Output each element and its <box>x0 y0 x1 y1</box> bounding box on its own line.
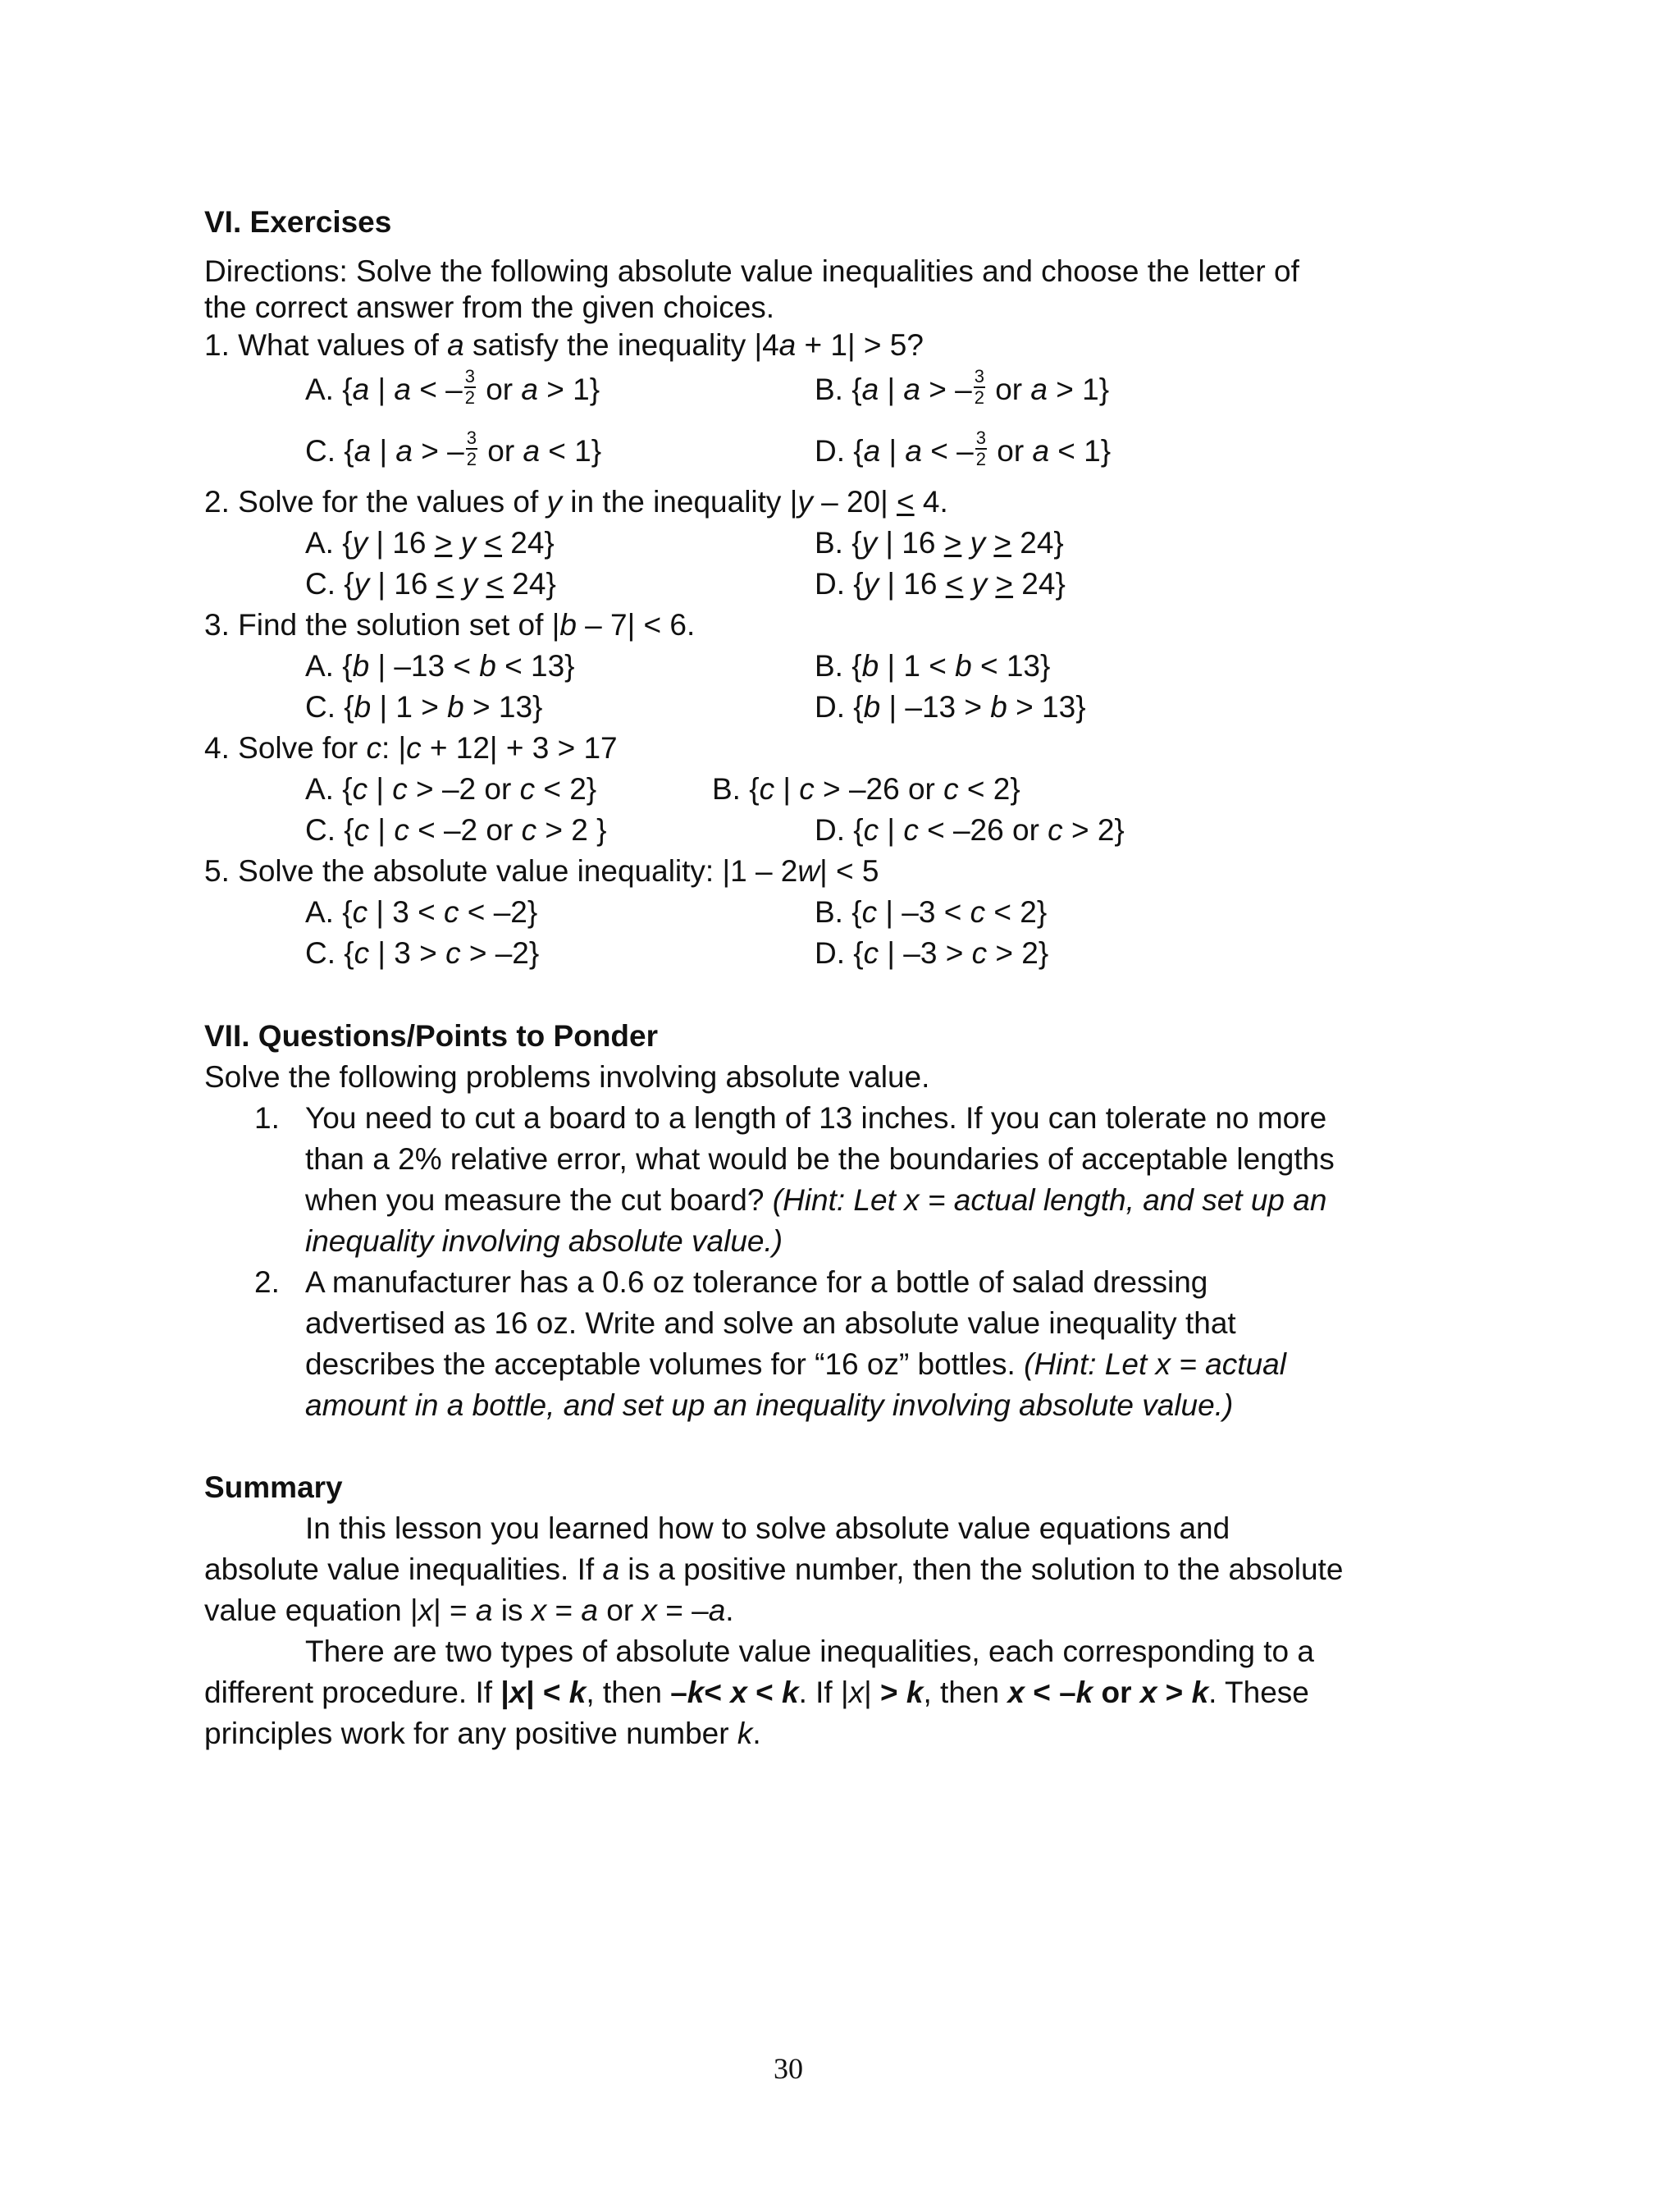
fraction: $\frac{3}{2}$ <box>464 366 475 409</box>
q5-choice-d: D. {c | –3 > c > 2} <box>815 936 1049 970</box>
q5-choice-c: C. {c | 3 > c > –2} <box>305 936 540 970</box>
q5-choice-b: B. {c | –3 < c < 2} <box>815 895 1048 929</box>
ponder-2-line-1: A manufacturer has a 0.6 oz tolerance for a bottle of salad dressing <box>305 1265 1208 1299</box>
q3-choice-d: D. {b | –13 > b > 13} <box>815 690 1086 724</box>
q5-choice-a: A. {c | 3 < c < –2} <box>305 895 538 929</box>
ponder-2-line-4: amount in a bottle, and set up an inequality involving absolute value.) <box>305 1388 1234 1422</box>
q2-choice-a: A. {y | 16 > y < 24} <box>305 526 555 560</box>
directions-line-1: Directions: Solve the following absolute value inequalities and choose the letter of <box>204 254 1299 288</box>
fraction: $\frac{3}{2}$ <box>974 366 984 409</box>
question-1: 1. What values of a satisfy the inequality |4a + 1| > 5? <box>204 328 924 362</box>
ponder-2-line-2: advertised as 16 oz. Write and solve an absolute value inequality that <box>305 1306 1236 1340</box>
summary-line-4: There are two types of absolute value inequalities, each corresponding to a <box>305 1634 1314 1668</box>
fraction: $\frac{3}{2}$ <box>466 427 477 470</box>
q1-choice-b: B. {a | a > – $\frac{3}{2}$ or a > 1} <box>815 366 1110 409</box>
ponder-heading: VII. Questions/Points to Ponder <box>204 1019 658 1053</box>
summary-line-1: In this lesson you learned how to solve absolute value equations and <box>305 1511 1230 1545</box>
question-3: 3. Find the solution set of |b – 7| < 6. <box>204 608 696 642</box>
ponder-1-line-2: than a 2% relative error, what would be the boundaries of acceptable lengths <box>305 1142 1335 1176</box>
ponder-2-number: 2. <box>254 1265 280 1299</box>
ponder-intro: Solve the following problems involving absolute value. <box>204 1060 930 1094</box>
page-number: 30 <box>774 2052 803 2085</box>
q3-choice-b: B. {b | 1 < b < 13} <box>815 649 1051 683</box>
q1-choice-d: D. {a | a < – $\frac{3}{2}$ or a < 1} <box>815 427 1112 470</box>
q4-choice-a: A. {c | c > –2 or c < 2} <box>305 772 597 806</box>
q2-choice-b: B. {y | 16 > y > 24} <box>815 526 1064 560</box>
q1-choice-a: A. {a | a < – $\frac{3}{2}$ or a > 1} <box>305 366 600 409</box>
summary-line-6: principles work for any positive number k. <box>204 1717 761 1750</box>
summary-line-5: different procedure. If |x| < k, then –k< x < k. If |x| > k, then x < –k or x > k. These <box>204 1676 1309 1709</box>
question-5: 5. Solve the absolute value inequality: |1 – 2w| < 5 <box>204 854 879 888</box>
exercises-heading: VI. Exercises <box>204 205 392 239</box>
question-4: 4. Solve for c: |c + 12| + 3 > 17 <box>204 731 618 765</box>
q1-choice-c: C. {a | a > – $\frac{3}{2}$ or a < 1} <box>305 427 602 470</box>
ponder-1-line-3: when you measure the cut board? (Hint: Let x = actual length, and set up an <box>305 1183 1327 1217</box>
q3-choice-c: C. {b | 1 > b > 13} <box>305 690 543 724</box>
summary-heading: Summary <box>204 1470 343 1504</box>
ponder-1-line-1: You need to cut a board to a length of 13 inches. If you can tolerate no more <box>305 1101 1327 1135</box>
q4-choice-d: D. {c | c < –26 or c > 2} <box>815 813 1125 847</box>
ponder-2-line-3: describes the acceptable volumes for “16 oz” bottles. (Hint: Let x = actual <box>305 1347 1286 1381</box>
question-2: 2. Solve for the values of y in the inequality |y – 20| < 4. <box>204 485 948 519</box>
ponder-1-number: 1. <box>254 1101 280 1135</box>
summary-line-2: absolute value inequalities. If a is a positive number, then the solution to the absolute <box>204 1552 1344 1586</box>
ponder-1-line-4: inequality involving absolute value.) <box>305 1224 783 1258</box>
q2-choice-c: C. {y | 16 < y < 24} <box>305 567 556 601</box>
q2-choice-d: D. {y | 16 < y > 24} <box>815 567 1066 601</box>
q3-choice-a: A. {b | –13 < b < 13} <box>305 649 575 683</box>
q4-choice-c: C. {c | c < –2 or c > 2 } <box>305 813 607 847</box>
directions-line-2: the correct answer from the given choices. <box>204 290 775 324</box>
fraction: $\frac{3}{2}$ <box>975 427 986 470</box>
q4-choice-b: B. {c | c > –26 or c < 2} <box>712 772 1020 806</box>
summary-line-3: value equation |x| = a is x = a or x = –a. <box>204 1593 734 1627</box>
